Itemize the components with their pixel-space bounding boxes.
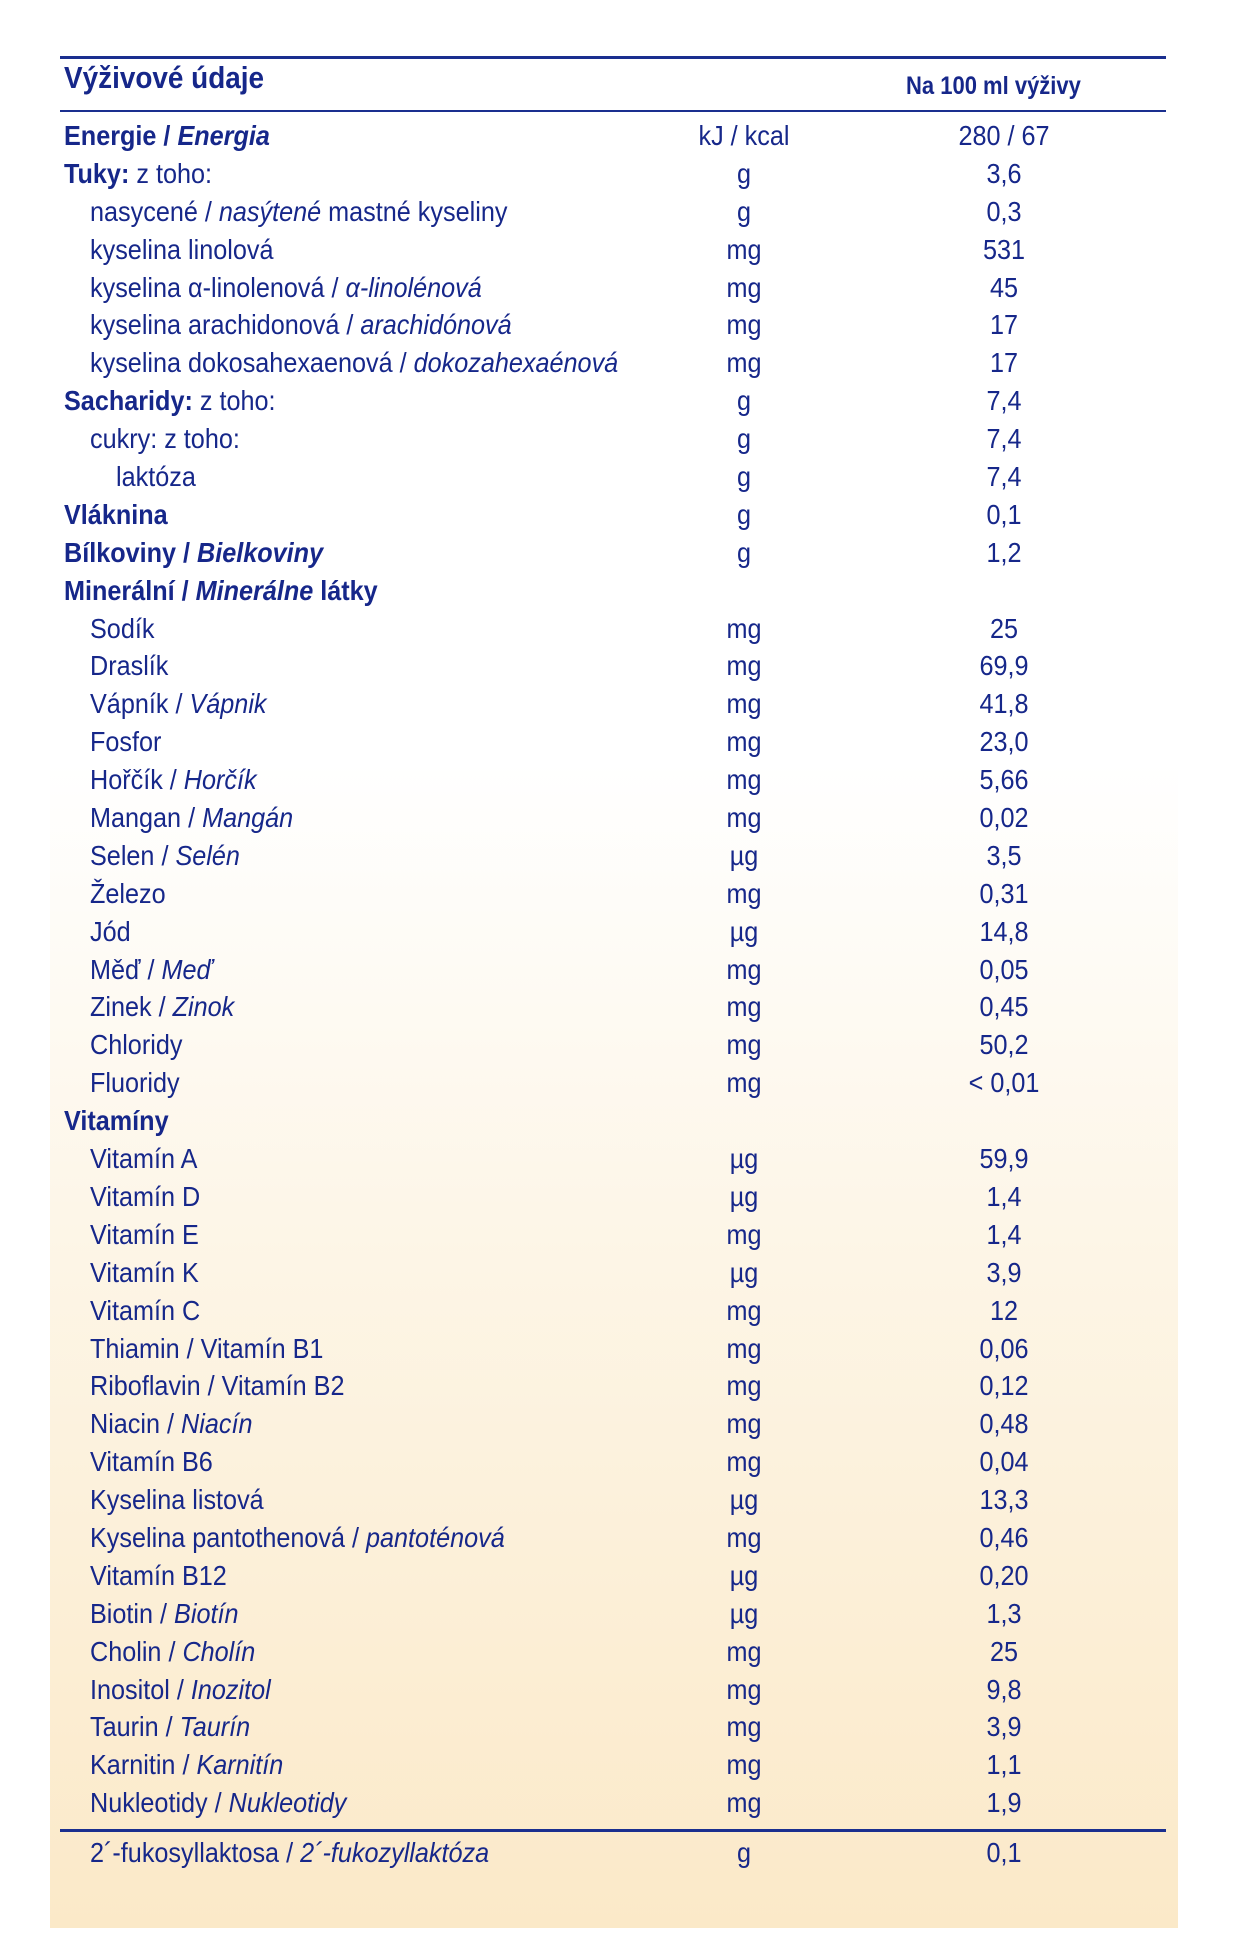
label-part: Horčík — [183, 764, 257, 796]
label-part: Vitamín C — [90, 1294, 201, 1326]
nutrient-row — [64, 383, 1164, 421]
nutrient-value: 0,06 — [979, 1332, 1029, 1364]
nutrient-value: 0,20 — [979, 1559, 1029, 1591]
nutrient-label — [90, 347, 618, 379]
nutrient-value: 0,46 — [979, 1521, 1029, 1553]
nutrient-unit: µg — [729, 1256, 759, 1288]
nutrient-value: 23,0 — [979, 726, 1029, 758]
nutrient-row — [64, 762, 1164, 800]
nutrient-unit: µg — [729, 1559, 759, 1591]
nutrient-unit: mg — [726, 1067, 762, 1099]
nutrient-row — [64, 270, 1164, 308]
nutrient-label — [90, 1067, 180, 1099]
nutrient-unit: mg — [726, 233, 762, 265]
nutrient-label — [90, 1143, 197, 1175]
label-part: Inozitol — [190, 1673, 271, 1705]
label-part: Selen / — [90, 839, 176, 871]
label-part: Zinok — [172, 991, 235, 1023]
label-part: Karnitín — [196, 1749, 284, 1781]
nutrient-row — [64, 611, 1164, 649]
nutrient-label — [90, 916, 131, 948]
nutrient-unit: µg — [729, 839, 759, 871]
label-part: kyselina arachidonová / — [90, 309, 361, 341]
label-part: Minerálne — [195, 574, 314, 606]
nutrient-value: 50,2 — [979, 1029, 1029, 1061]
nutrient-value: 14,8 — [979, 915, 1029, 947]
nutrient-label — [64, 499, 168, 531]
nutrient-row — [64, 497, 1164, 535]
nutrient-row — [64, 1444, 1164, 1482]
nutrient-unit: mg — [726, 1446, 762, 1478]
nutrient-label — [90, 1598, 239, 1630]
nutrient-row — [64, 194, 1164, 232]
nutrient-row — [64, 1747, 1164, 1785]
nutrient-row — [64, 876, 1164, 914]
nutrient-label — [90, 878, 166, 910]
label-part: Bílkoviny / — [64, 536, 198, 568]
label-part: Chloridy — [90, 1029, 183, 1061]
label-part: Vitamín D — [90, 1180, 201, 1212]
nutrient-label — [90, 650, 168, 682]
bottom-rule — [60, 1829, 1166, 1832]
label-part: Taurín — [179, 1711, 251, 1743]
nutrient-value: 0,31 — [979, 877, 1029, 909]
label-part: Vláknina — [64, 498, 168, 530]
per-100ml-header: Na 100 ml výživy — [906, 72, 1081, 100]
nutrient-label — [90, 1749, 283, 1781]
nutrient-value: 25 — [989, 1635, 1019, 1667]
nutrient-value: 69,9 — [979, 650, 1029, 682]
nutrient-value: 59,9 — [979, 1143, 1029, 1175]
nutrient-label — [64, 385, 276, 417]
nutrient-label — [90, 1181, 200, 1213]
label-part: z toho: — [192, 385, 276, 417]
nutrient-value: 12 — [989, 1294, 1019, 1326]
nutrient-label — [90, 1636, 255, 1668]
nutrient-row — [64, 1331, 1164, 1369]
nutrient-row — [64, 1027, 1164, 1065]
label-part: Mangán — [202, 802, 294, 834]
nutrient-unit: mg — [726, 347, 762, 379]
label-part: Nukleotidy — [228, 1787, 347, 1819]
nutrient-row — [64, 686, 1164, 724]
nutrient-unit: mg — [726, 1749, 762, 1781]
nutrient-value: 3,5 — [986, 839, 1022, 871]
label-part: Taurin / — [90, 1711, 180, 1743]
label-part: Tuky: — [64, 157, 130, 189]
label-part: Kyselina listová — [90, 1484, 264, 1516]
label-part: Meď — [161, 953, 213, 985]
nutrient-row — [64, 914, 1164, 952]
nutrient-label — [90, 309, 512, 341]
nutrient-label — [90, 196, 507, 228]
nutrient-row — [64, 989, 1164, 1027]
nutrient-value: 3,9 — [986, 1256, 1022, 1288]
label-part: Cholín — [182, 1635, 256, 1667]
nutrient-label — [90, 954, 212, 986]
nutrient-unit: g — [736, 157, 752, 189]
nutrient-value: 9,8 — [986, 1673, 1022, 1705]
nutrient-label — [64, 537, 323, 569]
nutrient-value: 0,04 — [979, 1446, 1029, 1478]
label-part: Vitamín B6 — [90, 1446, 213, 1478]
label-part: α-linolénová — [345, 271, 482, 303]
label-part: Cholin / — [90, 1635, 183, 1667]
label-part: Železo — [90, 877, 166, 909]
top-rule — [60, 56, 1166, 59]
nutrient-row — [64, 1255, 1164, 1293]
nutrient-label — [90, 1787, 346, 1819]
label-part: z toho: — [129, 157, 213, 189]
nutrient-row — [64, 156, 1164, 194]
nutrient-label — [90, 1408, 252, 1440]
nutrient-row — [64, 1368, 1164, 1406]
nutrient-row — [64, 1217, 1164, 1255]
nutrient-unit: kJ / kcal — [698, 120, 790, 151]
label-part: Vitamín B12 — [90, 1559, 227, 1591]
nutrient-value: 1,3 — [986, 1597, 1022, 1629]
nutrient-unit: mg — [726, 764, 762, 796]
nutrient-unit: mg — [726, 1711, 762, 1743]
nutrient-unit: mg — [726, 1408, 762, 1440]
label-part: Vápník / — [90, 688, 190, 720]
nutrient-unit: µg — [729, 915, 759, 947]
nutrient-unit: µg — [729, 1180, 759, 1212]
table-header — [64, 60, 1164, 106]
nutrient-value: 531 — [982, 233, 1026, 265]
nutrient-value: 1,2 — [986, 536, 1022, 568]
label-part: nasýtené — [218, 195, 322, 227]
nutrient-label — [90, 802, 293, 834]
nutrient-unit: mg — [726, 1521, 762, 1553]
label-part: Inositol / — [90, 1673, 191, 1705]
label-part: Vitamíny — [64, 1105, 169, 1137]
nutrient-label — [90, 1333, 323, 1365]
nutrient-unit: mg — [726, 612, 762, 644]
nutrient-row — [64, 1179, 1164, 1217]
label-part: Nukleotidy / — [90, 1787, 229, 1819]
nutrient-row — [64, 1406, 1164, 1444]
label-part: pantoténová — [366, 1521, 505, 1553]
label-part: dokozahexaénová — [413, 347, 619, 379]
nutrient-value: 0,3 — [986, 195, 1022, 227]
nutrient-row — [64, 573, 1164, 611]
label-part: Energia — [177, 120, 270, 151]
nutrient-row — [64, 838, 1164, 876]
nutrient-unit: mg — [726, 802, 762, 834]
nutrient-value: 1,9 — [986, 1787, 1022, 1819]
extra-row-2fl — [64, 1835, 1164, 1873]
nutrient-row — [64, 648, 1164, 686]
label-part: Bielkoviny — [197, 536, 324, 568]
nutrient-unit: mg — [726, 877, 762, 909]
extra-unit: g — [736, 1837, 752, 1868]
nutrient-unit: mg — [726, 1635, 762, 1667]
label-part: Fluoridy — [90, 1067, 180, 1099]
nutrient-row — [64, 459, 1164, 497]
nutrient-value: 0,05 — [979, 953, 1029, 985]
nutrient-value: 3,6 — [986, 157, 1022, 189]
nutrient-row — [64, 307, 1164, 345]
nutrient-unit: mg — [726, 726, 762, 758]
label-part: kyselina linolová — [90, 233, 274, 265]
nutrition-rows — [64, 118, 1164, 1823]
nutrient-label — [90, 1522, 505, 1554]
nutrient-unit: g — [736, 195, 752, 227]
nutrient-row — [64, 345, 1164, 383]
label-part: cukry: z toho: — [90, 423, 240, 455]
nutrient-label — [90, 726, 161, 758]
nutrient-unit: mg — [726, 309, 762, 341]
nutrient-value: 25 — [989, 612, 1019, 644]
nutrient-label — [90, 234, 274, 266]
nutrient-row — [64, 1709, 1164, 1747]
nutrient-label — [90, 840, 240, 872]
nutrient-label — [90, 272, 482, 304]
nutrient-unit: mg — [726, 1332, 762, 1364]
nutrient-value: 3,9 — [986, 1711, 1022, 1743]
nutrient-label — [90, 764, 257, 796]
header-rule — [60, 110, 1166, 112]
label-part: Energie / — [64, 120, 178, 151]
label-part: Vápnik — [189, 688, 267, 720]
nutrient-label — [116, 461, 196, 493]
label-part: Minerální / — [64, 574, 196, 606]
label-part: Niacin / — [90, 1408, 182, 1440]
nutrient-row — [64, 1065, 1164, 1103]
nutrient-label — [64, 120, 270, 152]
label-part: Sacharidy: — [64, 385, 193, 417]
nutrient-row — [64, 1672, 1164, 1710]
nutrient-value: 0,48 — [979, 1408, 1029, 1440]
label-part: Riboflavin / Vitamín B2 — [90, 1370, 345, 1402]
label-part: Biotín — [174, 1597, 239, 1629]
nutrient-row — [64, 118, 1164, 156]
nutrient-label — [90, 1674, 271, 1706]
label-part: Vitamín K — [90, 1256, 199, 1288]
nutrient-label — [90, 1029, 182, 1061]
label-part: Kyselina pantothenová / — [90, 1521, 367, 1553]
extra-label — [90, 1837, 489, 1869]
nutrient-unit: g — [736, 461, 752, 493]
label-part: laktóza — [116, 461, 196, 493]
nutrient-row — [64, 1520, 1164, 1558]
label-part: Selén — [175, 839, 240, 871]
label-part: Mangan / — [90, 802, 203, 834]
nutrient-unit: mg — [726, 650, 762, 682]
nutrient-label — [90, 1370, 344, 1402]
nutrient-unit: mg — [726, 953, 762, 985]
nutrient-value: 5,66 — [979, 764, 1029, 796]
nutrient-label — [90, 1711, 250, 1743]
nutrient-value: 45 — [989, 271, 1019, 303]
label-part: nasycené / — [90, 195, 219, 227]
nutrient-row — [64, 1482, 1164, 1520]
label-part: 2´-fukozyllaktóza — [300, 1837, 490, 1868]
nutrient-value: < 0,01 — [968, 1067, 1040, 1099]
nutrient-unit: g — [736, 498, 752, 530]
nutrient-unit: mg — [726, 1218, 762, 1250]
nutrient-unit: mg — [726, 1787, 762, 1819]
label-part: Vitamín E — [90, 1218, 199, 1250]
nutrient-row — [64, 1634, 1164, 1672]
nutrient-row — [64, 1141, 1164, 1179]
nutrient-row — [64, 1596, 1164, 1634]
nutrient-value: 0,02 — [979, 802, 1029, 834]
label-part: Biotin / — [90, 1597, 175, 1629]
label-part: Draslík — [90, 650, 169, 682]
nutrient-row — [64, 232, 1164, 270]
label-part: kyselina dokosahexaenová / — [90, 347, 414, 379]
nutrient-unit: g — [736, 385, 752, 417]
nutrient-value: 0,45 — [979, 991, 1029, 1023]
nutrient-value: 1,4 — [986, 1180, 1022, 1212]
label-part: Zinek / — [90, 991, 173, 1023]
nutrient-label — [90, 1560, 227, 1592]
nutrient-unit: g — [736, 423, 752, 455]
nutrient-value: 1,4 — [986, 1218, 1022, 1250]
nutrient-value: 0,1 — [986, 498, 1022, 530]
nutrient-value: 1,1 — [986, 1749, 1022, 1781]
nutrient-value: 17 — [989, 347, 1019, 379]
label-part: mastné kyseliny — [321, 195, 508, 227]
nutrient-unit: mg — [726, 1029, 762, 1061]
label-part: Sodík — [90, 612, 155, 644]
nutrient-unit: mg — [726, 1294, 762, 1326]
label-part: Měď / — [90, 953, 162, 985]
nutrient-unit: g — [736, 536, 752, 568]
nutrient-label — [64, 1105, 169, 1137]
nutrient-label — [90, 991, 234, 1023]
nutrient-value: 0,12 — [979, 1370, 1029, 1402]
nutrient-label — [90, 423, 240, 455]
nutrient-value: 7,4 — [986, 461, 1022, 493]
label-part: látky — [313, 574, 378, 606]
nutrient-value: 7,4 — [986, 423, 1022, 455]
nutrient-row — [64, 1103, 1164, 1141]
nutrient-unit: mg — [726, 1370, 762, 1402]
label-part: Vitamín A — [90, 1143, 198, 1175]
nutrient-label — [90, 1219, 199, 1251]
nutrient-label — [64, 575, 378, 607]
nutrient-label — [64, 158, 212, 190]
nutrient-unit: mg — [726, 688, 762, 720]
nutrient-row — [64, 1293, 1164, 1331]
nutrient-label — [90, 1257, 199, 1289]
label-part: Fosfor — [90, 726, 162, 758]
nutrient-row — [64, 535, 1164, 573]
nutrient-label — [90, 1484, 264, 1516]
label-part: 2´-fukosyllaktosa / — [90, 1837, 301, 1868]
nutrient-row — [64, 1558, 1164, 1596]
nutrient-value: 7,4 — [986, 385, 1022, 417]
nutrient-unit: µg — [729, 1143, 759, 1175]
nutrient-row — [64, 421, 1164, 459]
nutrient-label — [90, 1295, 200, 1327]
label-part: arachidónová — [360, 309, 512, 341]
extra-value: 0,1 — [986, 1837, 1022, 1868]
label-part: kyselina α-linolenová / — [90, 271, 346, 303]
label-part: Hořčík / — [90, 764, 184, 796]
label-part: Jód — [90, 915, 131, 947]
nutrient-unit: mg — [726, 991, 762, 1023]
nutrient-unit: mg — [726, 1673, 762, 1705]
nutrient-row — [64, 1785, 1164, 1823]
nutrient-row — [64, 952, 1164, 990]
table-title: Výživové údaje — [64, 60, 265, 95]
nutrient-value: 280 / 67 — [958, 120, 1050, 151]
nutrient-value: 41,8 — [979, 688, 1029, 720]
nutrient-unit: µg — [729, 1597, 759, 1629]
label-part: Niacín — [181, 1408, 253, 1440]
nutrient-label — [90, 688, 267, 720]
nutrient-value: 17 — [989, 309, 1019, 341]
label-part: Karnitin / — [90, 1749, 197, 1781]
nutrient-unit: µg — [729, 1484, 759, 1516]
label-part: Thiamin / Vitamín B1 — [90, 1332, 324, 1364]
nutrient-label — [90, 613, 154, 645]
nutrient-unit: mg — [726, 271, 762, 303]
nutrient-row — [64, 724, 1164, 762]
nutrient-value: 13,3 — [979, 1484, 1029, 1516]
nutrient-label — [90, 1446, 213, 1478]
nutrient-row — [64, 800, 1164, 838]
